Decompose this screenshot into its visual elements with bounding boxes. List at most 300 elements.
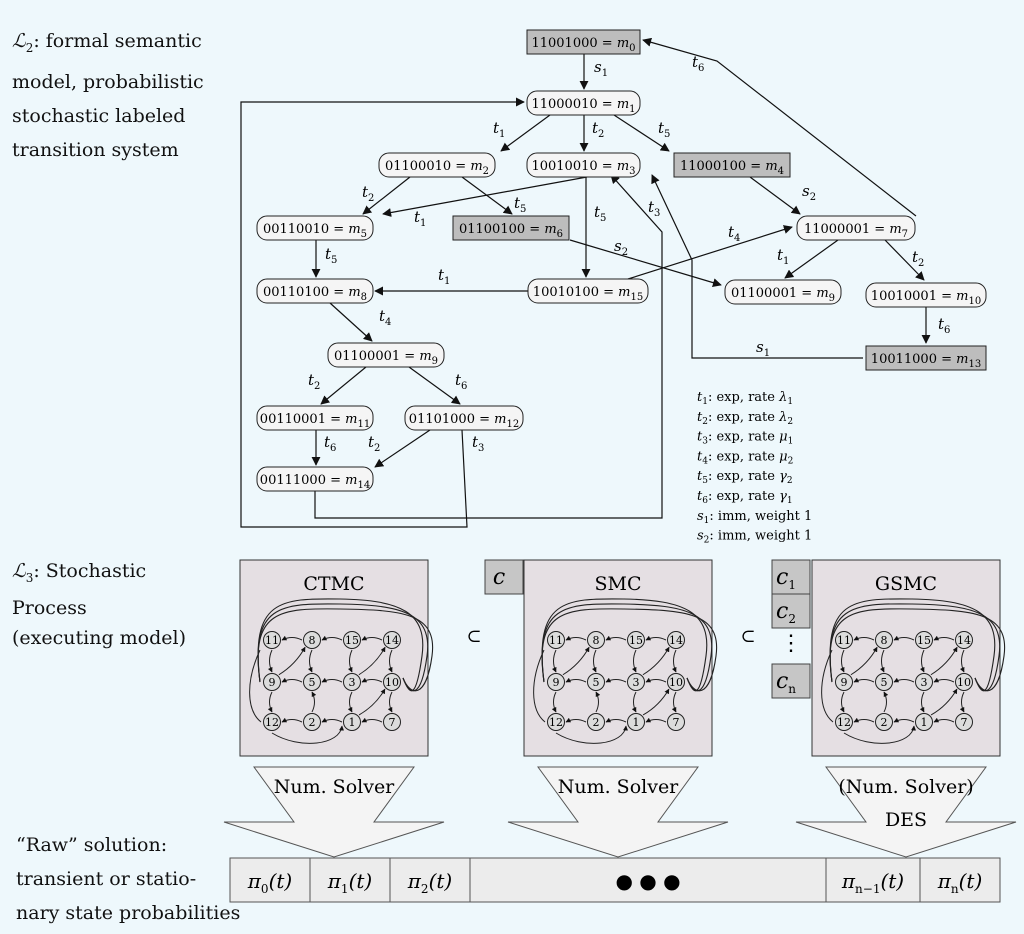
mini-node-label: 9	[840, 676, 848, 689]
mini-node-label: 3	[348, 676, 356, 689]
marking-code: 01100100	[458, 222, 526, 237]
marking-index: 8	[360, 292, 368, 303]
edge-label-letter: t	[493, 119, 500, 137]
edge-label-letter: t	[308, 371, 315, 389]
mini-node-label: 14	[669, 634, 683, 647]
marking-m10	[866, 283, 986, 307]
edge-label-letter: t	[692, 53, 699, 71]
legend-letter: t	[697, 429, 703, 445]
clock-letter: c	[776, 599, 789, 624]
edge-t6-m7-m0	[643, 40, 916, 216]
marking-eq: =	[597, 159, 617, 174]
marking-eq: =	[474, 412, 495, 427]
mini-node-label: 5	[308, 676, 316, 689]
mini-node-label: 2	[308, 716, 316, 729]
legend-greek: λ	[779, 390, 788, 405]
marking-eq: =	[597, 36, 617, 51]
clock-gsmc-1	[772, 560, 810, 594]
edge-label-sub: 2	[809, 192, 817, 203]
marking-m5	[257, 216, 373, 240]
raw-line-2: transient or statio-	[16, 868, 197, 890]
marking-index: 5	[360, 229, 368, 240]
marking-index: 0	[629, 43, 636, 54]
edge-label-sub: 2	[368, 193, 375, 204]
pi-arg: (t)	[880, 869, 905, 893]
marking-index: 2	[482, 166, 490, 177]
solution-cell	[390, 858, 470, 902]
legend-sub: 3	[702, 436, 708, 447]
marking-eq: =	[936, 352, 957, 367]
legend-t6	[697, 489, 793, 506]
marking-index: 12	[506, 419, 520, 430]
mini-node-label: 1	[632, 716, 640, 729]
marking-code: 00111000	[259, 473, 326, 488]
solution-cell	[826, 858, 920, 902]
edge-label-t3	[472, 433, 484, 454]
marking-m15	[528, 279, 648, 303]
edge-label-t5	[594, 203, 606, 224]
marking-letter: m	[816, 286, 829, 301]
dots-text: ● ● ●	[615, 869, 681, 893]
mini-node-label: 2	[592, 716, 600, 729]
edge-label-letter: t	[648, 198, 655, 216]
mini-node-label: 5	[880, 676, 888, 689]
mini-node-label: 10	[385, 676, 399, 689]
marking-letter: m	[348, 222, 361, 237]
pi-sub: n	[950, 882, 959, 896]
legend-sub: 1	[702, 397, 708, 407]
legend-text: : exp, rate	[707, 390, 780, 405]
legend-greek-sub: 2	[786, 476, 793, 487]
mini-node-label: 5	[592, 676, 600, 689]
legend-greek: μ	[779, 429, 788, 445]
marking-letter: m	[345, 473, 358, 488]
pi-sub: 2	[420, 882, 429, 896]
mini-node-label: 7	[388, 716, 396, 729]
marking-index: 11	[357, 419, 371, 430]
edge-label-t2	[912, 248, 924, 269]
edge-t2-m12-m14	[375, 430, 430, 467]
legend-sub: 2	[702, 416, 708, 427]
process-ctmc	[240, 560, 433, 756]
solver-label-2: DES	[884, 809, 928, 831]
mini-node-label: 11	[265, 634, 279, 647]
edge-label-t1	[777, 246, 789, 267]
legend-text: : imm, weight 1	[709, 528, 813, 544]
edge-label-letter: t	[594, 203, 601, 221]
marking-letter: m	[616, 36, 630, 51]
edge-label-sub: 1	[763, 348, 771, 359]
process-smc	[524, 560, 717, 756]
mini-node-label: 9	[268, 676, 276, 689]
marking-letter: m	[618, 285, 631, 300]
edge-label-sub: 5	[520, 204, 527, 215]
mini-node-label: 9	[552, 676, 560, 689]
marking-code: 01100001	[730, 286, 798, 301]
edge-label-sub: 3	[654, 208, 661, 219]
edge-label-sub: 1	[420, 218, 427, 229]
legend-letter: s	[697, 508, 704, 524]
solution-cell	[920, 858, 1000, 902]
marking-code: 11000001	[803, 222, 871, 237]
mini-node-label: 14	[385, 634, 399, 647]
stochastic-processes	[224, 560, 1016, 857]
edge-label-t5	[514, 194, 526, 215]
legend-sub: 2	[703, 535, 710, 546]
marking-letter: m	[494, 412, 507, 427]
edge-label-letter: t	[455, 371, 462, 389]
marking-eq: =	[325, 473, 346, 488]
marking-code: 10010010	[531, 159, 598, 174]
mini-node-label: 15	[917, 634, 931, 647]
marking-letter: m	[889, 222, 902, 237]
pi-symbol: π	[247, 869, 261, 893]
process-gsmc	[812, 560, 1005, 756]
legend-greek: μ	[779, 449, 788, 465]
legend-t1	[697, 390, 793, 407]
edge-label-letter: t	[324, 433, 331, 451]
mini-node-label: 8	[308, 634, 316, 647]
edge-label-t1	[438, 266, 450, 287]
l3-line-2: Process	[12, 596, 87, 619]
edge-label-letter: t	[379, 307, 386, 325]
marking-code: 01100010	[384, 159, 452, 174]
edge-label-t4	[379, 307, 391, 328]
marking-eq: =	[598, 285, 619, 300]
marking-code: 11000010	[531, 97, 598, 112]
pi-symbol: π	[937, 869, 951, 893]
mini-node-label: 10	[669, 676, 683, 689]
legend-greek-sub: 1	[787, 397, 794, 407]
marking-m9b	[725, 280, 841, 304]
pi-sub: 1	[340, 882, 349, 896]
edge-label-letter: t	[938, 315, 945, 333]
marking-code: 11000100	[679, 159, 747, 174]
edge-s2-m6-m9	[570, 240, 721, 285]
edge-s1-m13-m3	[652, 175, 863, 358]
edge-label-t2	[368, 433, 380, 454]
solution-prob	[407, 869, 452, 896]
edge-label-t5	[325, 245, 337, 266]
pi-arg: (t)	[958, 869, 983, 893]
solution-dots	[615, 869, 680, 893]
edge-label-sub: 6	[698, 63, 705, 74]
legend-text: : exp, rate	[707, 409, 780, 425]
l3-symbol: ℒ	[12, 560, 26, 582]
mini-node-label: 11	[549, 634, 563, 647]
edge-label-letter: t	[777, 246, 784, 264]
marking-index: 4	[777, 166, 785, 177]
edge-label-sub: 2	[918, 258, 925, 269]
mini-node-label: 8	[880, 634, 888, 647]
marking-m13	[866, 346, 986, 370]
legend-sub: 5	[702, 476, 708, 487]
edge-label-t1	[414, 208, 426, 229]
edge-label-t4	[728, 223, 740, 244]
legend-letter: t	[697, 489, 703, 504]
clock-sub: n	[788, 682, 797, 696]
solution-prob	[327, 869, 372, 896]
edge-label-sub: 6	[944, 325, 951, 336]
mini-node-label: 14	[957, 634, 971, 647]
marking-m12	[405, 406, 523, 430]
legend-greek-sub: 1	[786, 496, 793, 506]
marking-m8	[257, 279, 373, 303]
edge-label-sub: 5	[600, 213, 607, 224]
edge-label-sub: 4	[385, 317, 392, 328]
edge-label-t6	[455, 371, 467, 392]
l2-symbol: ℒ	[12, 30, 26, 52]
legend-text: : imm, weight 1	[709, 508, 813, 524]
solution-cell	[310, 858, 390, 902]
legend-sub: 6	[702, 496, 708, 506]
clock-letter: c	[492, 565, 506, 590]
subset-symbol: ⊂	[466, 626, 482, 647]
edge-t4-m8-m9	[330, 303, 372, 341]
solution-prob	[937, 869, 983, 896]
mini-node-label: 7	[672, 716, 680, 729]
legend-text: : exp, rate	[707, 489, 780, 504]
marking-eq: =	[451, 159, 471, 174]
marking-index: 1	[629, 104, 636, 115]
edge-label-sub: 2	[314, 381, 321, 392]
legend-s1	[697, 509, 812, 526]
marking-index: 15	[630, 292, 644, 303]
marking-m7	[797, 216, 915, 240]
marking-m0	[527, 30, 640, 54]
mini-node-label: 12	[837, 716, 851, 729]
legend-letter: t	[697, 449, 703, 465]
edge-label-sub: 2	[621, 247, 629, 258]
solution-bar	[230, 858, 1000, 902]
edge-label-s1	[594, 58, 608, 79]
marking-m3	[527, 153, 640, 177]
edge-label-sub: 1	[499, 129, 506, 140]
l2-line-3: stochastic labeled	[12, 104, 186, 127]
marking-code: 00110100	[262, 285, 330, 300]
edge-s2-m4-m7	[750, 177, 800, 214]
solver-label: Num. Solver	[557, 776, 679, 798]
clock-smc	[485, 560, 523, 594]
marking-index: 6	[556, 229, 564, 240]
marking-letter: m	[765, 159, 778, 174]
solver-label: Num. Solver	[273, 776, 395, 798]
pi-sub: n−1	[855, 882, 881, 896]
marking-index: 3	[629, 166, 636, 177]
edge-t2-m9-m11	[321, 367, 366, 404]
clock-gsmc-n	[772, 664, 810, 698]
marking-code: 00110010	[262, 222, 330, 237]
edge-label-sub: 1	[783, 256, 790, 267]
mini-node-label: 12	[549, 716, 563, 729]
marking-eq: =	[597, 97, 617, 112]
edge-label-sub: 3	[478, 443, 485, 454]
solution-cell	[230, 858, 310, 902]
edge-label-t6	[324, 433, 336, 454]
edge-label-letter: t	[362, 183, 369, 201]
edge-t6-m9-m12	[409, 367, 460, 404]
marking-eq: =	[525, 222, 545, 237]
legend-s2	[697, 529, 812, 546]
process-title: SMC	[594, 573, 642, 595]
pi-symbol: π	[327, 869, 341, 893]
marking-eq: =	[936, 289, 957, 304]
mini-node-label: 15	[629, 634, 643, 647]
mini-node-label: 1	[920, 716, 928, 729]
solution-prob	[247, 869, 292, 896]
edge-label-letter: t	[472, 433, 479, 451]
edge-label-sub: 6	[461, 381, 468, 392]
solver-arrow-smc	[508, 767, 728, 857]
legend-letter: s	[697, 528, 704, 544]
clock-vdots: ⋮	[780, 631, 802, 656]
clock-gsmc-2	[772, 594, 810, 628]
marking-eq: =	[325, 412, 346, 427]
marking-m11	[257, 406, 373, 430]
marking-m6	[453, 216, 569, 240]
marking-m1	[527, 91, 640, 115]
mini-node-label: 3	[632, 676, 640, 689]
legend-sub: 1	[703, 515, 710, 526]
edge-label-t2	[362, 183, 374, 204]
edge-label-letter: t	[414, 208, 421, 226]
marking-eq: =	[797, 286, 817, 301]
marking-letter: m	[956, 289, 969, 304]
marking-letter: m	[470, 159, 483, 174]
legend-t5	[697, 469, 793, 486]
marking-eq: =	[746, 159, 766, 174]
edge-label-letter: s	[594, 58, 602, 76]
legend-text: : exp, rate	[707, 429, 780, 445]
legend-t3	[697, 430, 793, 447]
solution-cell	[470, 858, 826, 902]
edge-t1-m7-m9	[785, 240, 838, 278]
edge-label-s2	[614, 237, 628, 258]
marking-letter: m	[616, 97, 630, 112]
marking-m9	[328, 343, 444, 367]
marking-letter: m	[419, 349, 432, 364]
pi-arg: (t)	[428, 869, 453, 893]
raw-line-3: nary state probabilities	[16, 902, 241, 924]
marking-index: 9	[431, 356, 439, 367]
pi-arg: (t)	[348, 869, 373, 893]
marking-code: 01100001	[333, 349, 401, 364]
marking-index: 13	[968, 359, 982, 370]
edge-label-letter: t	[592, 119, 599, 137]
l2-line-2: model, probabilistic	[12, 70, 204, 93]
raw-line-1: “Raw” solution:	[16, 834, 168, 856]
edge-label-sub: 2	[598, 129, 605, 140]
legend-greek-sub: 1	[787, 436, 794, 447]
marking-m14	[257, 467, 373, 491]
marking-eq: =	[400, 349, 420, 364]
legend-letter: t	[697, 469, 703, 485]
edge-label-sub: 6	[330, 443, 337, 454]
clock-label	[493, 565, 505, 590]
edge-label-letter: t	[912, 248, 919, 266]
mini-node-label: 2	[880, 716, 888, 729]
mini-node-label: 8	[592, 634, 600, 647]
edge-label-sub: 5	[664, 129, 671, 140]
edge-label-sub: 4	[734, 233, 741, 244]
clock-sub: 1	[788, 578, 796, 592]
legend-greek-sub: 2	[787, 416, 794, 427]
mini-node-label: 10	[957, 676, 971, 689]
legend-greek: λ	[779, 409, 788, 425]
edge-label-letter: s	[614, 237, 622, 255]
clock-letter: c	[776, 565, 789, 590]
mini-node-label: 7	[960, 716, 968, 729]
marking-index: 14	[357, 480, 371, 491]
edge-t1-m1-m2	[501, 115, 550, 151]
pi-arg: (t)	[268, 869, 293, 893]
l2-text-1: : formal semantic	[33, 30, 202, 52]
edge-label-sub: 2	[374, 443, 381, 454]
process-title: GSMC	[874, 573, 938, 595]
marking-letter: m	[956, 352, 969, 367]
l2-line-4: transition system	[12, 138, 179, 161]
marking-code: 01101000	[408, 412, 475, 427]
legend-text: : exp, rate	[707, 469, 780, 485]
transition-legend	[697, 390, 812, 546]
edge-label-letter: t	[438, 266, 445, 284]
edge-label-letter: s	[802, 182, 810, 200]
mini-node-label: 11	[837, 634, 851, 647]
legend-sub: 4	[702, 456, 708, 467]
solver-arrow-ctmc	[224, 767, 444, 857]
marking-letter: m	[345, 412, 358, 427]
legend-letter: t	[697, 409, 703, 425]
legend-greek-sub: 2	[787, 456, 794, 467]
edge-t4-m15-m7	[628, 227, 792, 279]
edge-label-t2	[592, 119, 604, 140]
mini-node-label: 3	[920, 676, 928, 689]
legend-letter: t	[697, 390, 703, 405]
edge-label-sub: 5	[331, 255, 338, 266]
marking-eq: =	[329, 285, 349, 300]
l3-line-3: (executing model)	[12, 626, 186, 649]
edge-label-s1	[756, 338, 770, 359]
clock-sub: 2	[788, 612, 796, 626]
edge-label-letter: s	[756, 338, 764, 356]
marking-letter: m	[544, 222, 557, 237]
legend-greek: γ	[779, 489, 787, 504]
marking-letter: m	[616, 159, 630, 174]
mini-node-label: 1	[348, 716, 356, 729]
marking-nodes	[257, 30, 986, 491]
legend-greek: γ	[779, 469, 787, 485]
edge-label-t2	[308, 371, 320, 392]
edge-label-t3	[648, 198, 660, 219]
edge-label-t1	[493, 119, 505, 140]
solver-label: (Num. Solver)	[838, 776, 974, 798]
marking-code: 10010001	[870, 289, 937, 304]
edge-label-letter: t	[658, 119, 665, 137]
marking-code: 00110001	[259, 412, 326, 427]
l3-text-1: : Stochastic	[33, 560, 147, 582]
marking-code: 10011000	[870, 352, 937, 367]
edge-label-t6	[938, 315, 950, 336]
marking-index: 9	[828, 293, 836, 304]
edge-label-s2	[802, 182, 816, 203]
marking-code: 10010100	[532, 285, 599, 300]
clock-letter: c	[775, 669, 789, 694]
pi-sub: 0	[260, 882, 269, 896]
edge-label-letter: t	[325, 245, 332, 263]
marking-eq: =	[329, 222, 349, 237]
solver-arrow-gsmc	[796, 767, 1016, 857]
subset-symbol: ⊂	[740, 626, 756, 647]
